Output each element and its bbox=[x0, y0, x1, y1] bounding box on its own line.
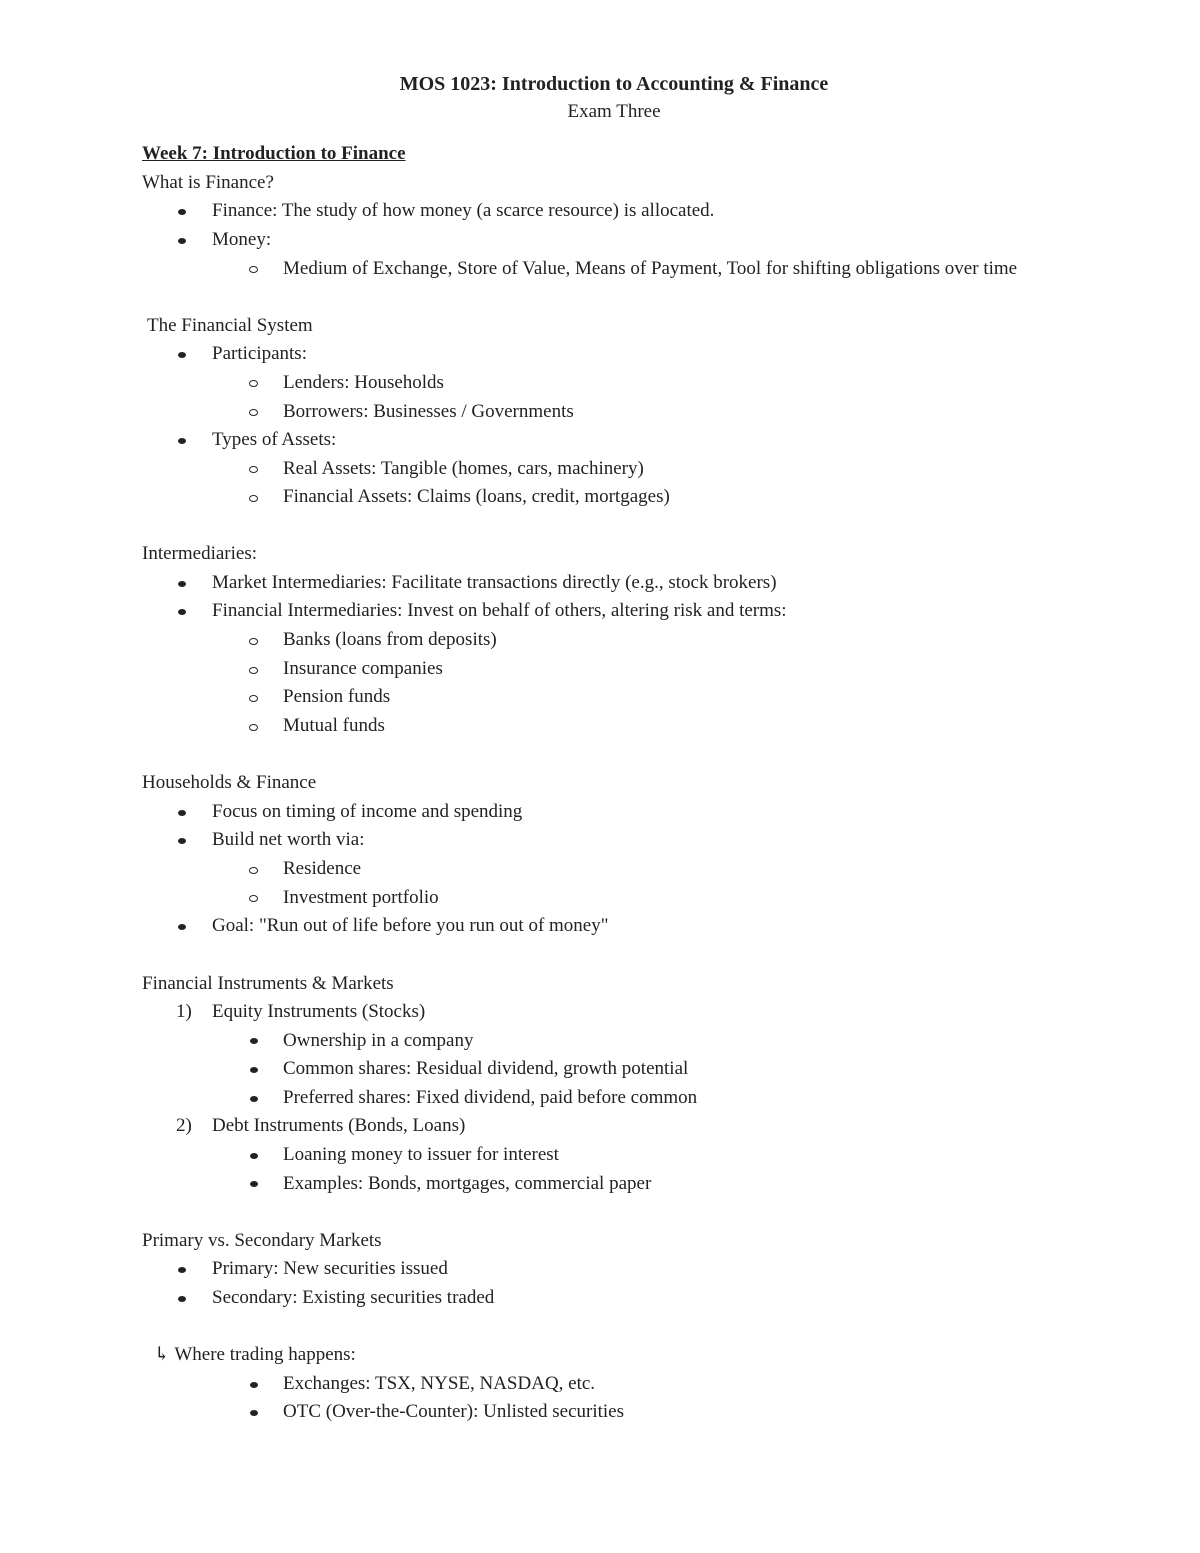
bullet-dot-icon bbox=[178, 352, 186, 358]
bullet-circle-icon bbox=[249, 266, 258, 273]
bullet-dot-icon bbox=[178, 810, 186, 816]
bullet-circle-icon bbox=[249, 495, 258, 502]
list-item: Pension funds bbox=[283, 686, 391, 707]
list-item: Residence bbox=[283, 858, 362, 879]
bullet-circle-icon bbox=[249, 695, 258, 702]
bullet-circle-icon bbox=[249, 895, 258, 902]
bullet-dot-icon bbox=[250, 1181, 258, 1187]
bullet-dot-icon bbox=[178, 1267, 186, 1273]
list-item: Financial Assets: Claims (loans, credit, mortgages) bbox=[283, 486, 670, 507]
bullet-circle-icon bbox=[249, 409, 258, 416]
list-item: Debt Instruments (Bonds, Loans) bbox=[212, 1115, 466, 1136]
section-heading-what-is-finance: What is Finance? bbox=[142, 172, 274, 193]
list-number: 2) bbox=[176, 1115, 192, 1136]
list-item: Build net worth via: bbox=[212, 829, 365, 850]
section-heading-markets: Primary vs. Secondary Markets bbox=[142, 1230, 382, 1251]
bullet-dot-icon bbox=[178, 838, 186, 844]
list-item: Secondary: Existing securities traded bbox=[212, 1287, 495, 1308]
list-item: OTC (Over-the-Counter): Unlisted securities bbox=[283, 1401, 624, 1422]
list-item: Financial Intermediaries: Invest on behalf of others, altering risk and terms: bbox=[212, 600, 787, 621]
list-item: Types of Assets: bbox=[212, 429, 337, 450]
trading-subheading: ↳ Where trading happens: bbox=[154, 1344, 356, 1365]
list-item: Finance: The study of how money (a scarce resource) is allocated. bbox=[212, 200, 715, 221]
list-item: Banks (loans from deposits) bbox=[283, 629, 497, 650]
bullet-dot-icon bbox=[250, 1153, 258, 1159]
list-item: Preferred shares: Fixed dividend, paid before common bbox=[283, 1087, 698, 1108]
list-item: Money: bbox=[212, 229, 272, 250]
section-heading-instruments: Financial Instruments & Markets bbox=[142, 973, 394, 994]
bullet-circle-icon bbox=[249, 724, 258, 731]
list-item: Primary: New securities issued bbox=[212, 1258, 448, 1279]
bullet-dot-icon bbox=[250, 1096, 258, 1102]
bullet-dot-icon bbox=[178, 609, 186, 615]
list-item: Examples: Bonds, mortgages, commercial paper bbox=[283, 1173, 652, 1194]
list-item: Lenders: Households bbox=[283, 372, 444, 393]
list-item: Participants: bbox=[212, 343, 307, 364]
list-item: Mutual funds bbox=[283, 715, 385, 736]
bullet-dot-icon bbox=[178, 581, 186, 587]
list-item: Borrowers: Businesses / Governments bbox=[283, 401, 574, 422]
list-item: Loaning money to issuer for interest bbox=[283, 1144, 559, 1165]
list-item: Market Intermediaries: Facilitate transactions directly (e.g., stock brokers) bbox=[212, 572, 777, 593]
list-item: Medium of Exchange, Store of Value, Means of Payment, Tool for shifting obligations over time bbox=[283, 258, 1018, 279]
week-heading: Week 7: Introduction to Finance bbox=[142, 143, 406, 164]
section-heading-financial-system: The Financial System bbox=[147, 315, 313, 336]
list-item: Real Assets: Tangible (homes, cars, machinery) bbox=[283, 458, 644, 479]
bullet-circle-icon bbox=[249, 667, 258, 674]
bullet-dot-icon bbox=[178, 238, 186, 244]
bullet-dot-icon bbox=[178, 209, 186, 215]
bullet-dot-icon bbox=[250, 1067, 258, 1073]
list-item: Investment portfolio bbox=[283, 887, 439, 908]
list-item: Equity Instruments (Stocks) bbox=[212, 1001, 426, 1022]
bullet-dot-icon bbox=[250, 1382, 258, 1388]
bullet-dot-icon bbox=[250, 1410, 258, 1416]
bullet-dot-icon bbox=[250, 1038, 258, 1044]
bullet-circle-icon bbox=[249, 380, 258, 387]
list-item: Focus on timing of income and spending bbox=[212, 801, 523, 822]
bullet-circle-icon bbox=[249, 867, 258, 874]
list-item: Exchanges: TSX, NYSE, NASDAQ, etc. bbox=[283, 1373, 596, 1394]
section-heading-households: Households & Finance bbox=[142, 772, 317, 793]
document-title: MOS 1023: Introduction to Accounting & Finance bbox=[399, 73, 829, 95]
section-heading-intermediaries: Intermediaries: bbox=[142, 543, 258, 564]
list-item: Ownership in a company bbox=[283, 1030, 474, 1051]
bullet-circle-icon bbox=[249, 466, 258, 473]
bullet-circle-icon bbox=[249, 638, 258, 645]
list-item: Insurance companies bbox=[283, 658, 443, 679]
bullet-dot-icon bbox=[178, 924, 186, 930]
bullet-dot-icon bbox=[178, 1296, 186, 1302]
list-item: Goal: "Run out of life before you run out of money" bbox=[212, 915, 609, 936]
list-item: Common shares: Residual dividend, growth potential bbox=[283, 1058, 689, 1079]
bullet-dot-icon bbox=[178, 438, 186, 444]
list-number: 1) bbox=[176, 1001, 192, 1022]
document-subtitle: Exam Three bbox=[567, 101, 661, 122]
